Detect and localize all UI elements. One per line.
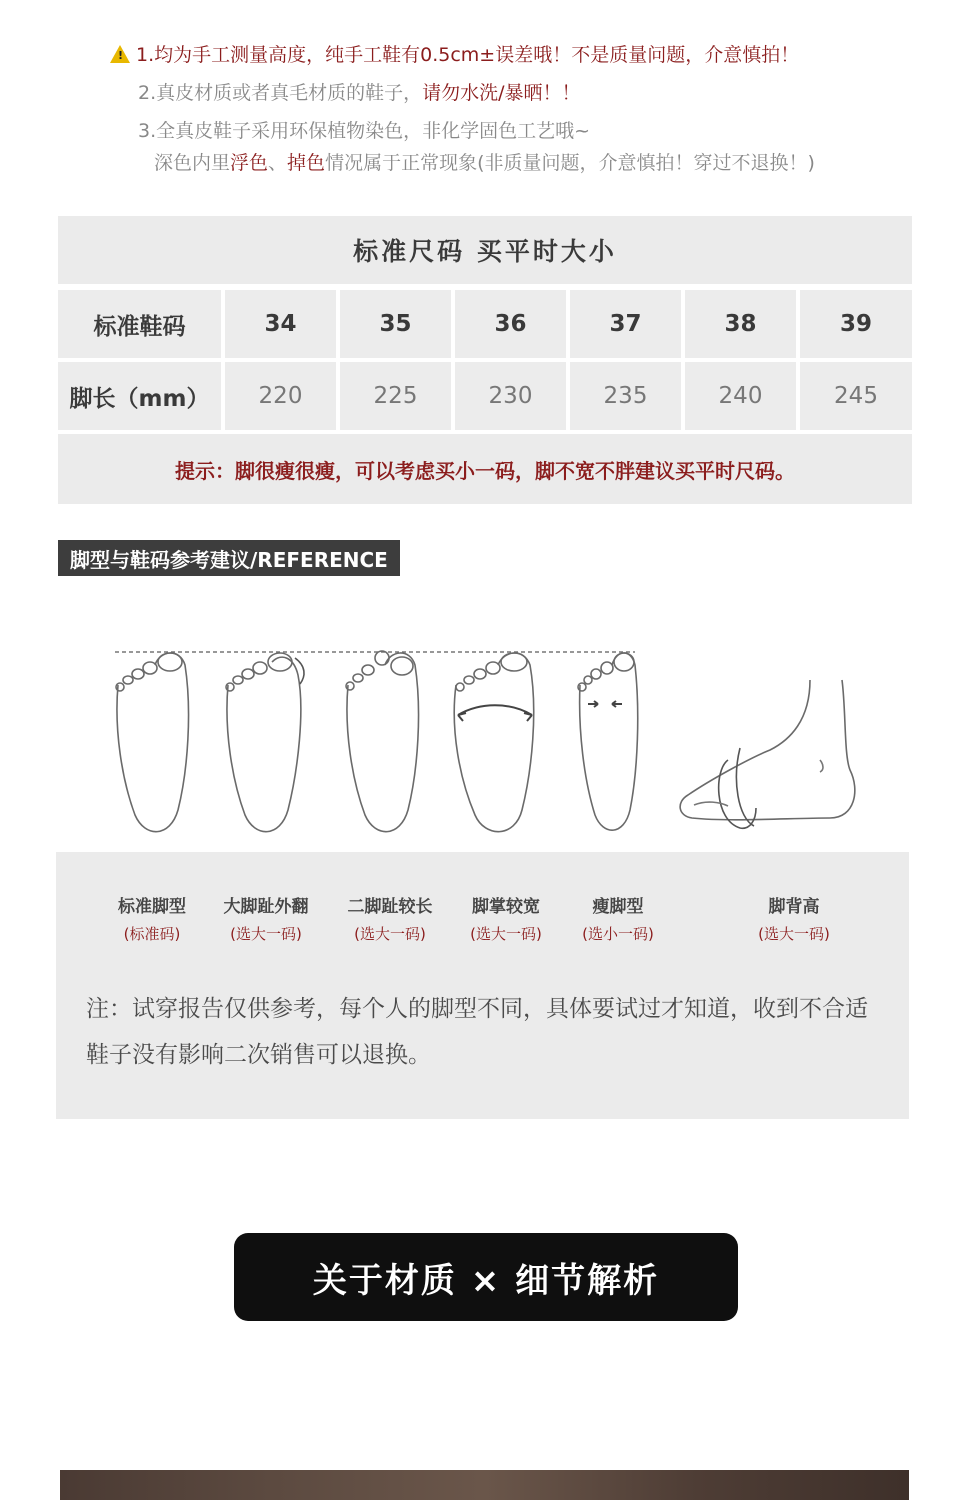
notice-line-2: 2.真皮材质或者真毛材质的鞋子，请勿水洗/暴晒！！ <box>138 82 581 104</box>
size-cell: 39 <box>800 290 912 358</box>
notice-line-1: ! 1.均为手工测量高度，纯手工鞋有0.5cm±误差哦！不是质量问题，介意慎拍！ <box>110 40 799 67</box>
product-photo <box>60 1470 909 1500</box>
length-cell: 235 <box>570 362 681 430</box>
size-chart-title: 标准尺码 买平时大小 <box>58 216 912 284</box>
size-cell: 35 <box>340 290 451 358</box>
reference-panel <box>56 852 909 1119</box>
foot-type-caption: 脚背高 (选大一码) <box>758 897 830 943</box>
reference-label: 脚型与鞋码参考建议/REFERENCE <box>58 540 400 576</box>
size-row <box>58 290 912 358</box>
size-cell: 38 <box>685 290 796 358</box>
size-cell: 34 <box>225 290 336 358</box>
bunion-foot-icon <box>226 653 304 832</box>
notice-line-3: 3.全真皮鞋子采用环保植物染色，非化学固色工艺哦~ <box>138 120 591 142</box>
size-cell: 37 <box>570 290 681 358</box>
standard-foot-icon <box>116 653 189 832</box>
length-cell: 245 <box>800 362 912 430</box>
length-cell: 240 <box>685 362 796 430</box>
section-heading: 关于材质 × 细节解析 <box>234 1233 738 1321</box>
length-cell: 225 <box>340 362 451 430</box>
foot-type-caption: 脚掌较宽 (选大一码) <box>470 897 542 943</box>
size-cell: 36 <box>455 290 566 358</box>
foot-type-caption: 大脚趾外翻 (选大一码) <box>223 897 309 943</box>
size-row-header: 标准鞋码 <box>58 290 221 358</box>
length-cell: 230 <box>455 362 566 430</box>
reference-note: 注：试穿报告仅供参考，每个人的脚型不同，具体要试过才知道，收到不合适鞋子没有影响二次销售可以退换。 <box>86 996 868 1068</box>
foot-type-caption: 瘦脚型 (选小一码) <box>582 897 654 943</box>
warning-icon: ! <box>110 45 130 63</box>
foot-type-caption: 二脚趾较长 (选大一码) <box>347 897 433 943</box>
high-instep-foot-icon <box>680 680 855 828</box>
wide-foot-icon <box>454 653 533 832</box>
foot-type-caption: 标准脚型 (标准码) <box>118 897 186 943</box>
length-row-header: 脚长（mm） <box>58 362 221 430</box>
thin-foot-icon <box>578 653 638 830</box>
size-chart <box>58 216 912 504</box>
foot-illustrations <box>100 640 890 840</box>
length-cell: 220 <box>225 362 336 430</box>
length-row <box>58 362 912 430</box>
long-second-toe-foot-icon <box>346 651 419 832</box>
size-tip: 提示：脚很瘦很瘦，可以考虑买小一码，脚不宽不胖建议买平时尺码。 <box>58 434 912 504</box>
notice-line-4: 深色内里浮色、掉色情况属于正常现象(非质量问题，介意慎拍！穿过不退换！) <box>154 152 815 174</box>
